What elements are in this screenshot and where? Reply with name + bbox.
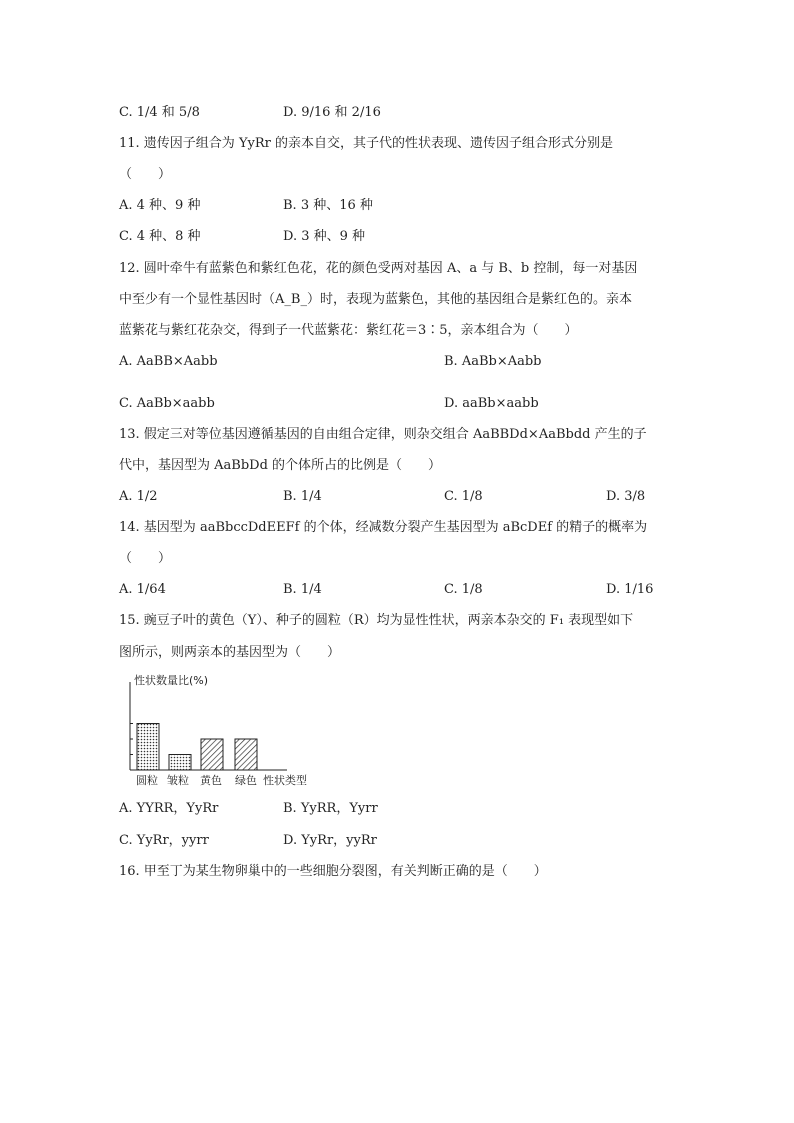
- q13-stem-line2: 代中，基因型为 AaBbDd 的个体所占的比例是（ ）: [119, 458, 442, 473]
- q15-option-b: B. YyRR，Yyrr: [283, 801, 378, 816]
- q12-option-b: B. AaBb×Aabb: [444, 354, 542, 369]
- q12-option-d: D. aaBb×aabb: [444, 396, 539, 411]
- q11-option-c: C. 4 种、8 种: [119, 229, 201, 244]
- x-tick-label: 黄色: [200, 774, 222, 787]
- q15-option-c: C. YyRr，yyrr: [119, 833, 209, 848]
- bar-3: [235, 739, 257, 770]
- q12-stem-line1: 12. 圆叶牵牛有蓝紫色和紫红色花，花的颜色受两对基因 A、a 与 B、b 控制，每一对基因: [119, 261, 638, 276]
- q11-option-b: B. 3 种、16 种: [283, 198, 373, 213]
- q14-option-b: B. 1/4: [283, 582, 322, 597]
- q15-option-a: A. YYRR，YyRr: [119, 801, 219, 816]
- bar-1: [169, 755, 191, 771]
- q14-option-c: C. 1/8: [444, 582, 483, 597]
- q15-option-d: D. YyRr，yyRr: [283, 833, 377, 848]
- q16-stem-line1: 16. 甲至丁为某生物卵巢中的一些细胞分裂图，有关判断正确的是（ ）: [119, 864, 547, 879]
- x-tick-label: 绿色: [235, 774, 257, 787]
- x-tick-label: 圆粒: [136, 774, 158, 787]
- q15-stem-line1: 15. 豌豆子叶的黄色（Y）、种子的圆粒（R）均为显性性状，两亲本杂交的 F₁ 表现型如下: [119, 613, 634, 628]
- f1-phenotype-bar-chart: [125, 672, 325, 788]
- q13-option-a: A. 1/2: [119, 489, 158, 504]
- q11-option-d: D. 3 种、9 种: [283, 229, 366, 244]
- q11-stem-line1: 11. 遗传因子组合为 YyRr 的亲本自交，其子代的性状表现、遗传因子组合形式分别是: [119, 136, 614, 151]
- q12-option-a: A. AaBB×Aabb: [119, 354, 218, 369]
- q13-option-b: B. 1/4: [283, 489, 322, 504]
- q12-stem-line2: 中至少有一个显性基因时（A_B_）时，表现为蓝紫色，其他的基因组合是紫红色的。亲本: [119, 292, 632, 307]
- q13-option-c: C. 1/8: [444, 489, 483, 504]
- q14-stem-line2: （ ）: [119, 551, 172, 566]
- q14-stem-line1: 14. 基因型为 aaBbccDdEEFf 的个体，经减数分裂产生基因型为 aBcDEf 的精子的概率为: [119, 520, 648, 535]
- q11-option-a: A. 4 种、9 种: [119, 198, 201, 213]
- y-axis-label: 性状数量比(%): [134, 674, 209, 687]
- x-axis-label: 性状类型: [263, 774, 307, 787]
- q15-stem-line2: 图所示，则两亲本的基因型为（ ）: [119, 645, 341, 660]
- q14-option-d: D. 1/16: [606, 582, 654, 597]
- x-tick-label: 皱粒: [167, 774, 189, 787]
- q12-stem-line3: 蓝紫花与紫红花杂交，得到子一代蓝紫花：紫红花＝3∶5，亲本组合为（ ）: [119, 323, 578, 338]
- q11-stem-line2: （ ）: [119, 167, 172, 182]
- q13-option-d: D. 3/8: [606, 489, 646, 504]
- q10-option-d: D. 9/16 和 2/16: [283, 105, 381, 120]
- q14-option-a: A. 1/64: [119, 582, 166, 597]
- q12-option-c: C. AaBb×aabb: [119, 396, 215, 411]
- q13-stem-line1: 13. 假定三对等位基因遵循基因的自由组合定律，则杂交组合 AaBBDd×AaBbdd 产生的子: [119, 427, 647, 442]
- bar-0: [137, 724, 159, 771]
- q10-option-c: C. 1/4 和 5/8: [119, 105, 200, 120]
- bar-2: [201, 739, 223, 770]
